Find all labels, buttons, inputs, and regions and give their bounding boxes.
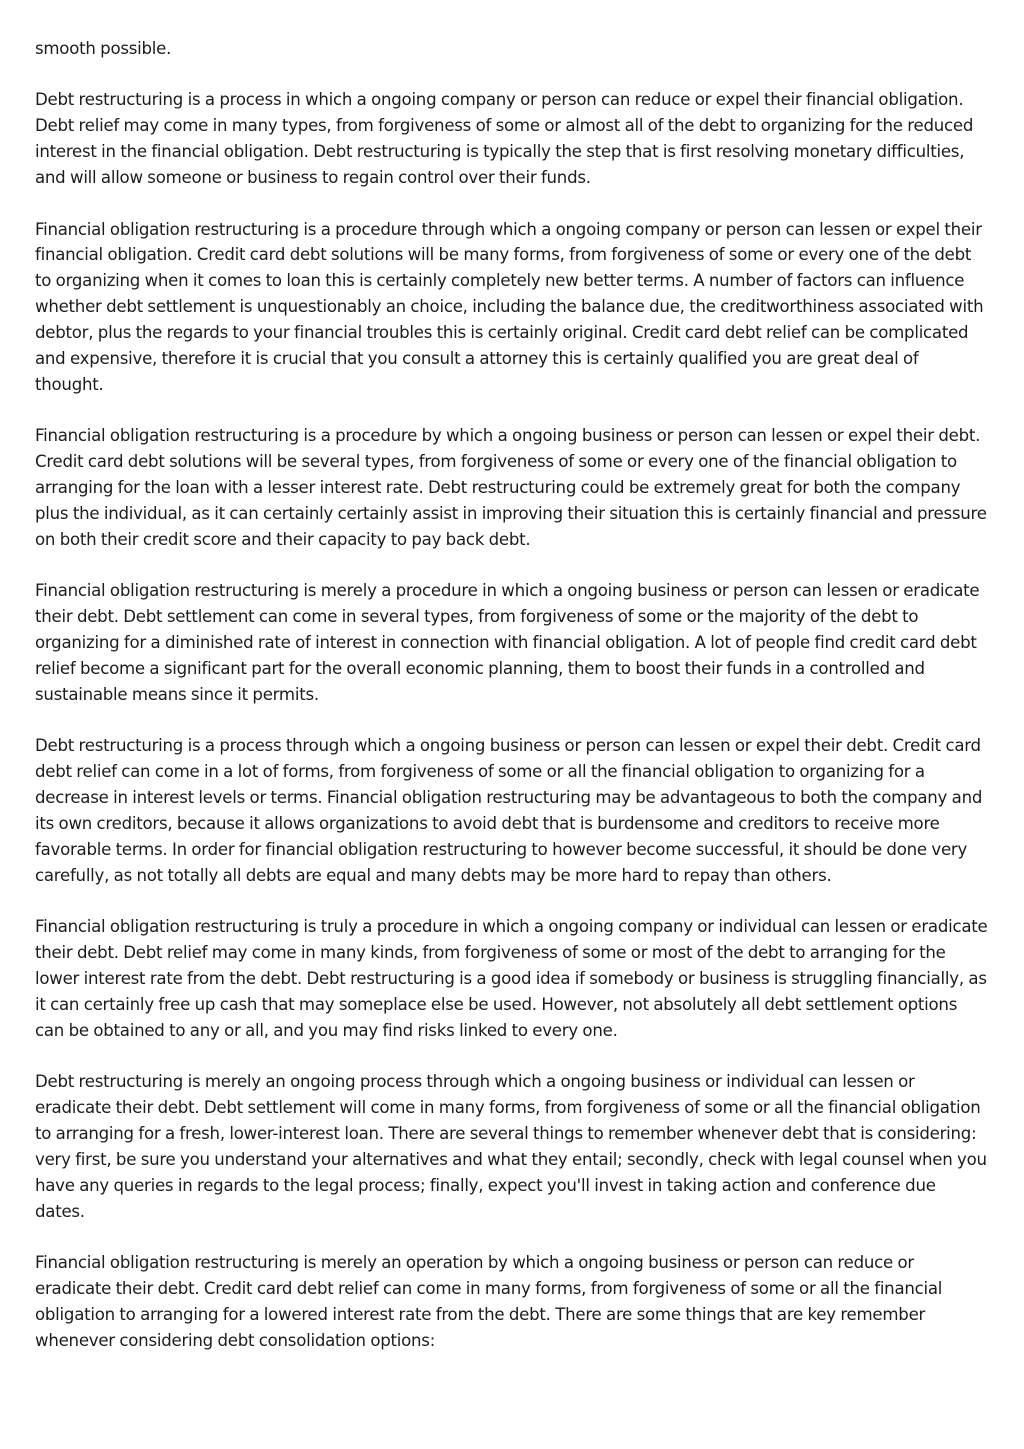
paragraph: Financial obligation restructuring is a procedure by which a ongoing business or person can lessen or expel their debt. Credit card debt solutions will be several types, from forgiveness of some or every one of the financial obligation to arranging for the loan with a lesser interest rate. Debt restructuring could be extremely great for both the company plus the individual, as it can certainly certainly assist in improving their situation this is certainly financial and pressure on both their credit score and their capacity to pay back debt. [35,426,987,549]
paragraph: Financial obligation restructuring is merely a procedure in which a ongoing business or person can lessen or eradicate their debt. Debt settlement can come in several types, from forgiveness of some or the majority of the debt to organizing for a diminished rate of interest in connection with financial obligation. A lot of people find credit card debt relief become a significant part for the overall economic planning, them to boost their funds in a controlled and sustainable means since it permits. [35,581,980,705]
paragraph: Debt restructuring is a process through which a ongoing business or person can lessen or expel their debt. Credit card debt relief can come in a lot of forms, from forgiveness of some or all the financial obligation to organizing for a decrease in interest levels or terms. Financial obligation restructuring may be advantageous to both the company and its own creditors, because it allows organizations to avoid debt that is burdensome and creditors to receive more favorable terms. In order for financial obligation restructuring to however become successful, it should be done very carefully, as not totally all debts are equal and many debts may be more hard to repay than others. [35,736,983,885]
paragraph: Financial obligation restructuring is a procedure through which a ongoing company or person can lessen or expel their financial obligation. Credit card debt solutions will be many forms, from forgiveness of some or every one of the debt to organizing when it comes to loan this is certainly completely new better terms. A number of factors can influence whether debt settlement is unquestionably an choice, including the balance due, the creditworthiness associated with debtor, plus the regards to your financial troubles this is certainly original. Credit card debt relief can be complicated and expensive, therefore it is crucial that you consult a attorney this is certainly qualified you are great deal of thought. [35,219,984,394]
paragraph: Financial obligation restructuring is truly a procedure in which a ongoing company or individual can lessen or eradicate their debt. Debt relief may come in many kinds, from forgiveness of some or most of the debt to arranging for the lower interest rate from the debt. Debt restructuring is a good idea if somebody or business is struggling financially, as it can certainly free up cash that may someplace else be used. However, not absolutely all debt settlement options can be obtained to any or all, and you may find risks linked to every one. [35,917,988,1040]
paragraph: smooth possible. [35,39,172,58]
paragraph: Debt restructuring is merely an ongoing process through which a ongoing business or individual can lessen or eradicate their debt. Debt settlement will come in many forms, from forgiveness of some or all the financial obligation to arranging for a fresh, lower-interest loan. There are several things to remember whenever debt that is considering: very first, be sure you understand your alternatives and what they entail; secondly, check with legal counsel when you have any queries in regards to the legal process; finally, expect you'll invest in taking action and conference due dates. [35,1072,987,1221]
paragraph: Debt restructuring is a process in which a ongoing company or person can reduce or expel their financial obligation. Debt relief may come in many types, from forgiveness of some or almost all of the debt to organizing for the reduced interest in the financial obligation. Debt restructuring is typically the step that is first resolving monetary difficulties, and will allow someone or business to regain control over their funds. [35,90,974,188]
paragraph: Financial obligation restructuring is merely an operation by which a ongoing business or person can reduce or eradicate their debt. Credit card debt relief can come in many forms, from forgiveness of some or all the financial obligation to arranging for a lowered interest rate from the debt. There are some things that are key remember whenever considering debt consolidation options: [35,1253,943,1351]
